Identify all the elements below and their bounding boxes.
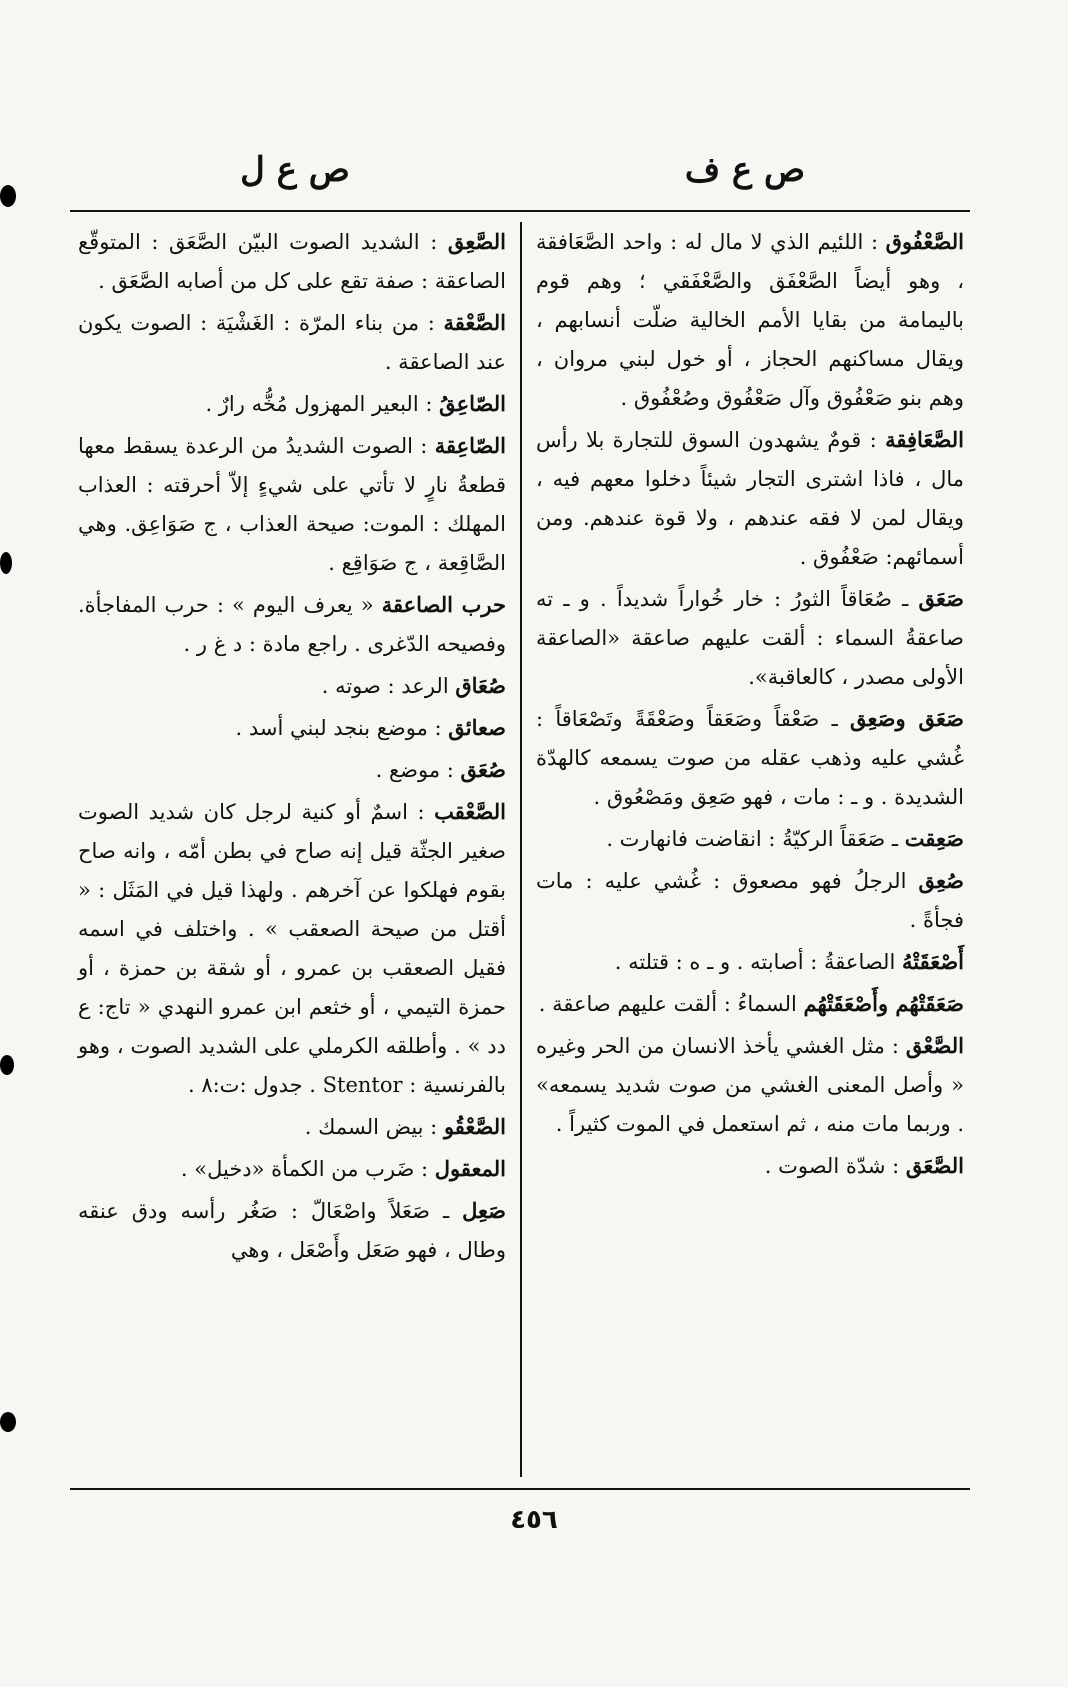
entry-definition: الرجلُ فهو مصعوق : غُشي عليه : مات فجأةً . [536, 869, 964, 932]
entry-headword: صعائق [448, 715, 506, 740]
entry-definition: ـ صَعَقاً الركيّةُ : انقاضت فانهارت . [606, 827, 899, 851]
entry [78, 585, 506, 664]
entry [536, 1146, 964, 1186]
left-column-title: ص ع ل [240, 150, 350, 190]
entry-headword: صُعَاق [455, 673, 506, 698]
entry [78, 384, 506, 424]
entry-headword: صَعِل [462, 1198, 506, 1223]
entry [536, 861, 964, 940]
entry-definition: : البعير المهزول مُخُّه رارٌ . [205, 392, 433, 416]
entry [536, 579, 964, 697]
left-column [72, 222, 512, 1477]
entry-headword: صَعِقت [904, 826, 964, 851]
entry-definition: ـ صَعَلاً واصْعَالّ : صَغُر رأسه ودق عنقه وطال ، فهو صَعَل وأَصْعَل ، وهي [78, 1199, 506, 1262]
entry [78, 426, 506, 583]
footer-rule [70, 1488, 970, 1490]
entry-definition: : موضع بنجد لبني أسد . [235, 716, 442, 740]
entry-definition: السماءُ : ألقت عليهم صاعقة . [538, 992, 797, 1016]
entry [78, 708, 506, 748]
entry [78, 1191, 506, 1270]
right-column [530, 222, 970, 1477]
entry-headword: صَعَق [918, 586, 964, 611]
entry-headword: الصّاعِقُ [439, 391, 506, 416]
entry [536, 1026, 964, 1144]
entry-definition: : اللئيم الذي لا مال له : واحد الصَّعَافقة ، وهو أيضاً الصَّعْفَق والصَّعْفَقي ؛ وهم قوم باليمامة من بقايا الأمم الخالية ضلّت أنسابهم ، ويقال مساكنهم الحجاز ، أو خول لبني مروان ، وهم بنو صَعْفُوق وآل صَعْفُوق وصُعْفُوق . [536, 230, 964, 410]
entry-definition: : مثل الغشي يأخذ الانسان من الحر وغيره « وأصل المعنى الغشي من صوت شديد يسمعه» . وربما مات منه ، ثم استعمل في الموت كثيراً . [536, 1034, 964, 1136]
entry-headword: الصّاعِقة [434, 433, 507, 458]
entry [78, 792, 506, 1105]
text-columns [70, 222, 970, 1477]
entry-definition: ـ صُعَاقاً الثورُ : خار خُواراً شديداً . و ـ ته صاعقةُ السماء : ألقت عليهم صاعقة «الصاعقة الأولى مصدر ، كالعاقبة». [536, 587, 964, 689]
entry-definition: : شدّة الصوت . [764, 1154, 900, 1178]
entry-headword: الصَّعْقُو [443, 1114, 506, 1139]
page-edge-mark [0, 1055, 14, 1075]
column-divider [520, 222, 522, 1477]
entry [536, 984, 964, 1024]
entry [78, 666, 506, 706]
entry [78, 303, 506, 382]
entry-definition: ـ صَعْقاً وصَعَقاً وصَعْقَةً وتَصْعَاقاً : غُشي عليه وذهب عقله من صوت يسمعه كالهدّة الشديدة . و ـ : مات ، فهو صَعِق ومَصْعُوق . [536, 707, 964, 809]
entry-headword: الصَّعْقة [443, 310, 506, 335]
entry [536, 819, 964, 859]
entry-headword: صَعَقَتْهُم وأَصْعَقَتْهُم [803, 991, 964, 1016]
page-header [70, 150, 970, 200]
entry [78, 222, 506, 301]
entry-headword: صَعَق وصَعِق [850, 706, 964, 731]
entry-definition: « يعرف اليوم » : حرب المفاجأة. وفصيحه الدّغرى . راجع مادة : د غ ر . [78, 593, 506, 656]
entry [78, 1149, 506, 1189]
entry-definition: : اسمٌ أو كنية لرجل كان شديد الصوت صغير الجثّة قيل إنه صاح في بطن أمّه ، وانه صاح بقوم فهلكوا عن آخرهم . ولهذا قيل في المَثَل : « أقتل من صيحة الصعقب » . واختلف في اسمه فقيل الصعقب بن عمرو ، أو شقة بن حمزة ، أو حمزة التيمي ، أو خثعم ابن عمرو النهدي « تاج: ع دد » . وأطلقه الكرملي على الشديد الصوت ، وهو بالفرنسية : Stentor . جدول :ت:٨ . [78, 800, 506, 1097]
entry-definition: : موضع . [375, 758, 454, 782]
entry-headword: الصَّعْفُوق [885, 229, 964, 254]
entry-headword: الصَّعْق [905, 1033, 964, 1058]
page-edge-mark [0, 1412, 16, 1432]
entry [536, 942, 964, 982]
entry-headword: حرب الصاعقة [381, 592, 506, 617]
entry [78, 750, 506, 790]
entry-definition: : الصوت الشديدُ من الرعدة يسقط معها قطعةُ نارٍ لا تأتي على شيءٍ إلاّ أحرقته : العذاب المهلك : الموت: صيحة العذاب ، ج صَوَاعِق. وهي الصَّاقِعة ، ج صَوَاقِع . [78, 434, 506, 575]
entry-headword: أَصْعَقَتْهُ [901, 949, 964, 974]
entry [536, 699, 964, 817]
entry-definition: : ضَرب من الكمأة «دخيل» . [180, 1157, 429, 1181]
entry-headword: الصَّعَق [905, 1153, 964, 1178]
entry-definition: الصاعقةُ : أصابته . و ـ ه : قتلته . [614, 950, 896, 974]
entry-headword: الصَّعْقب [434, 799, 506, 824]
entry-headword: المعقول [434, 1156, 506, 1181]
entry-definition: : من بناء المرّة : الغَشْيَة : الصوت يكون عند الصاعقة . [78, 311, 506, 374]
right-column-title: ص ع ف [684, 150, 806, 190]
entry-definition: : بيض السمك . [304, 1115, 438, 1139]
page-edge-mark [0, 185, 16, 207]
page-number: ٤٥٦ [510, 1505, 558, 1535]
header-rule [70, 210, 970, 212]
page-edge-mark [0, 552, 12, 574]
entry-headword: صُعَق [460, 757, 506, 782]
entry [536, 420, 964, 577]
entry-headword: الصَّعِق [447, 229, 506, 254]
entry-definition: : الشديد الصوت البيّن الصَّعَق : المتوقّع الصاعقة : صفة تقع على كل من أصابه الصَّعَق . [78, 230, 506, 293]
entry [78, 1107, 506, 1147]
entry-headword: صُعِق [918, 868, 964, 893]
entry-definition: : قومٌ يشهدون السوق للتجارة بلا رأس مال ، فاذا اشترى التجار شيئاً دخلوا معهم فيه ، ويقال لمن لا فقه عندهم ، ولا قوة عندهم. ومن أسمائهم: صَعْفُوق . [536, 428, 964, 569]
entry-headword: الصَّعَافِقة [885, 427, 964, 452]
entry [536, 222, 964, 418]
entry-definition: الرعد : صوته . [321, 674, 449, 698]
